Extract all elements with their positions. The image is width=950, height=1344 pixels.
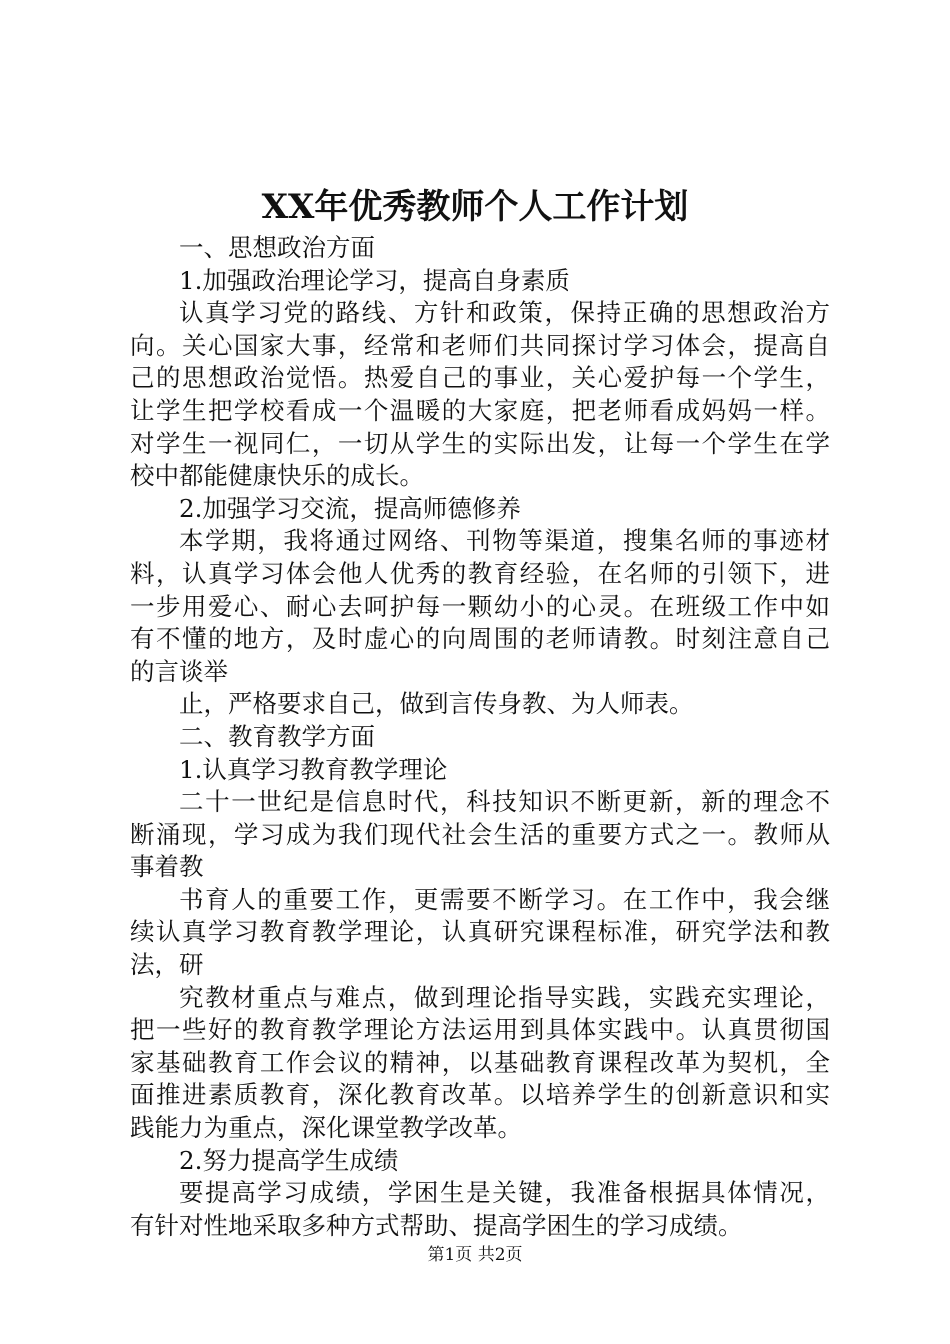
paragraph-line: 一步用爱心、耐心去呵护每一颗幼小的心灵。在班级工作中如	[130, 591, 830, 621]
paragraph-line: 面推进素质教育，深化教育改革。以培养学生的创新意识和实	[130, 1080, 830, 1110]
paragraph-line: 把一些好的教育教学理论方法运用到具体实践中。认真贯彻国	[130, 1015, 830, 1045]
subsection-heading: 1.加强政治理论学习，提高自身素质	[179, 265, 570, 295]
paragraph-line: 向。关心国家大事，经常和老师们共同探讨学习体会，提高自	[130, 330, 830, 360]
section-heading: 一、思想政治方面	[179, 233, 375, 262]
paragraph-line: 要提高学习成绩，学困生是关键，我准备根据具体情况，	[179, 1178, 830, 1208]
paragraph-line: 书育人的重要工作，更需要不断学习。在工作中，我会继	[179, 884, 830, 914]
paragraph-line: 的言谈举	[130, 656, 228, 686]
paragraph-line: 断涌现，学习成为我们现代社会生活的重要方式之一。教师从	[130, 819, 830, 849]
document-body	[130, 232, 830, 1242]
paragraph-line: 让学生把学校看成一个温暖的大家庭，把老师看成妈妈一样。	[130, 395, 830, 425]
subsection-heading: 2.加强学习交流，提高师德修养	[179, 493, 521, 523]
subsection-heading: 1.认真学习教育教学理论	[179, 754, 448, 784]
paragraph-line: 家基础教育工作会议的精神，以基础教育课程改革为契机，全	[130, 1047, 830, 1077]
paragraph-line: 法，研	[130, 950, 204, 980]
document-title: XX年优秀教师个人工作计划	[261, 187, 689, 227]
section-heading: 二、教育教学方面	[179, 721, 375, 751]
paragraph-line: 二十一世纪是信息时代，科技知识不断更新，新的理念不	[179, 787, 830, 817]
subsection-heading: 2.努力提高学生成绩	[179, 1145, 399, 1175]
paragraph-line: 有不懂的地方，及时虚心的向周围的老师请教。时刻注意自己	[130, 624, 830, 654]
paragraph-line: 事着教	[130, 852, 204, 882]
paragraph-line: 料，认真学习体会他人优秀的教育经验，在名师的引领下，进	[130, 558, 830, 588]
paragraph-line: 己的思想政治觉悟。热爱自己的事业，关心爱护每一个学生，	[130, 363, 830, 393]
paragraph-line: 究教材重点与难点，做到理论指导实践，实践充实理论，	[179, 982, 830, 1012]
paragraph-line: 有针对性地采取多种方式帮助、提高学困生的学习成绩。	[130, 1210, 743, 1240]
paragraph-line: 对学生一视同仁，一切从学生的实际出发，让每一个学生在学	[130, 428, 830, 458]
paragraph-line: 践能力为重点，深化课堂教学改革。	[130, 1113, 522, 1143]
paragraph-line: 续认真学习教育教学理论，认真研究课程标准，研究学法和教	[130, 917, 830, 947]
paragraph-line: 本学期，我将通过网络、刊物等渠道，搜集名师的事迹材	[179, 526, 830, 556]
page-footer: 第1页 共2页	[427, 1245, 523, 1265]
paragraph-line: 止，严格要求自己，做到言传身教、为人师表。	[179, 689, 694, 719]
paragraph-line: 认真学习党的路线、方针和政策，保持正确的思想政治方	[179, 298, 830, 328]
paragraph-line: 校中都能健康快乐的成长。	[130, 461, 424, 491]
